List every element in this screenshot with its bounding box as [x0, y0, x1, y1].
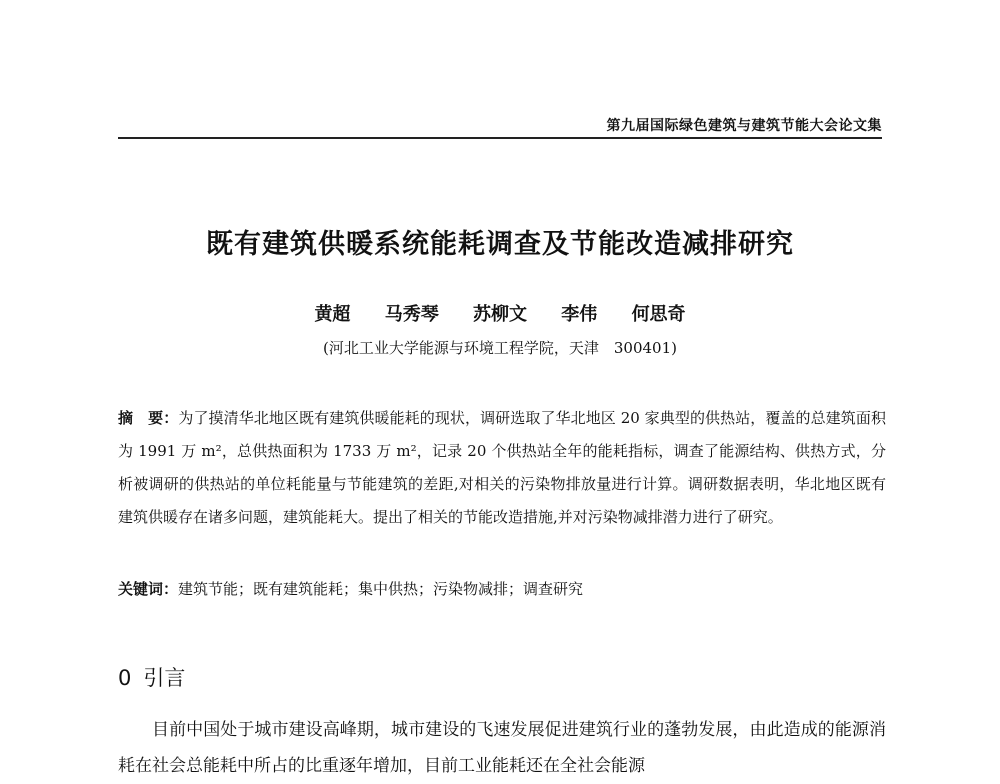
section-heading	[118, 662, 185, 692]
section-number: 0	[118, 666, 132, 690]
paper-title: 既有建筑供暖系统能耗调查及节能改造减排研究	[206, 229, 794, 260]
abstract-label: 摘 要：	[118, 409, 179, 427]
header-rule	[118, 137, 882, 139]
author-name: 何思奇	[631, 304, 686, 325]
author-list	[0, 300, 1000, 326]
body-paragraph: 目前中国处于城市建设高峰期，城市建设的飞速发展促进建筑行业的蓬勃发展，由此造成的能源消耗在社会总能耗中所占的比重逐年增加，目前工业能耗还在全社会能源	[118, 720, 886, 776]
author-name: 黄超	[314, 304, 351, 325]
keywords-text: 建筑节能；既有建筑能耗；集中供热；污染物减排；调查研究	[178, 580, 584, 598]
affiliation: (河北工业大学能源与环境工程学院，天津 300401)	[323, 339, 677, 357]
running-header: 第九届国际绿色建筑与建筑节能大会论文集	[606, 118, 882, 134]
author-name: 马秀琴	[384, 304, 439, 325]
keywords	[118, 574, 886, 604]
abstract	[118, 402, 886, 534]
abstract-text: 为了摸清华北地区既有建筑供暖能耗的现状，调研选取了华北地区 20 家典型的供热站，覆盖的总建筑面积为 1991 万 m²，总供热面积为 1733 万 m²，记录 20 个供热站全年的能耗指标，调查了能源结构、供热方式，分析被调研的供热站的单位耗能量与节能建筑的差距,对相关的污染物排放量进行计算。调研数据表明，华北地区既有建筑供暖存在诸多问题，建筑能耗大。提出了相关的节能改造措施,并对污染物减排潜力进行了研究。	[118, 409, 886, 526]
author-name: 苏柳文	[473, 304, 527, 325]
author-name: 李伟	[561, 304, 598, 325]
keywords-label: 关键词：	[118, 580, 179, 598]
section-title: 引言	[143, 666, 186, 690]
